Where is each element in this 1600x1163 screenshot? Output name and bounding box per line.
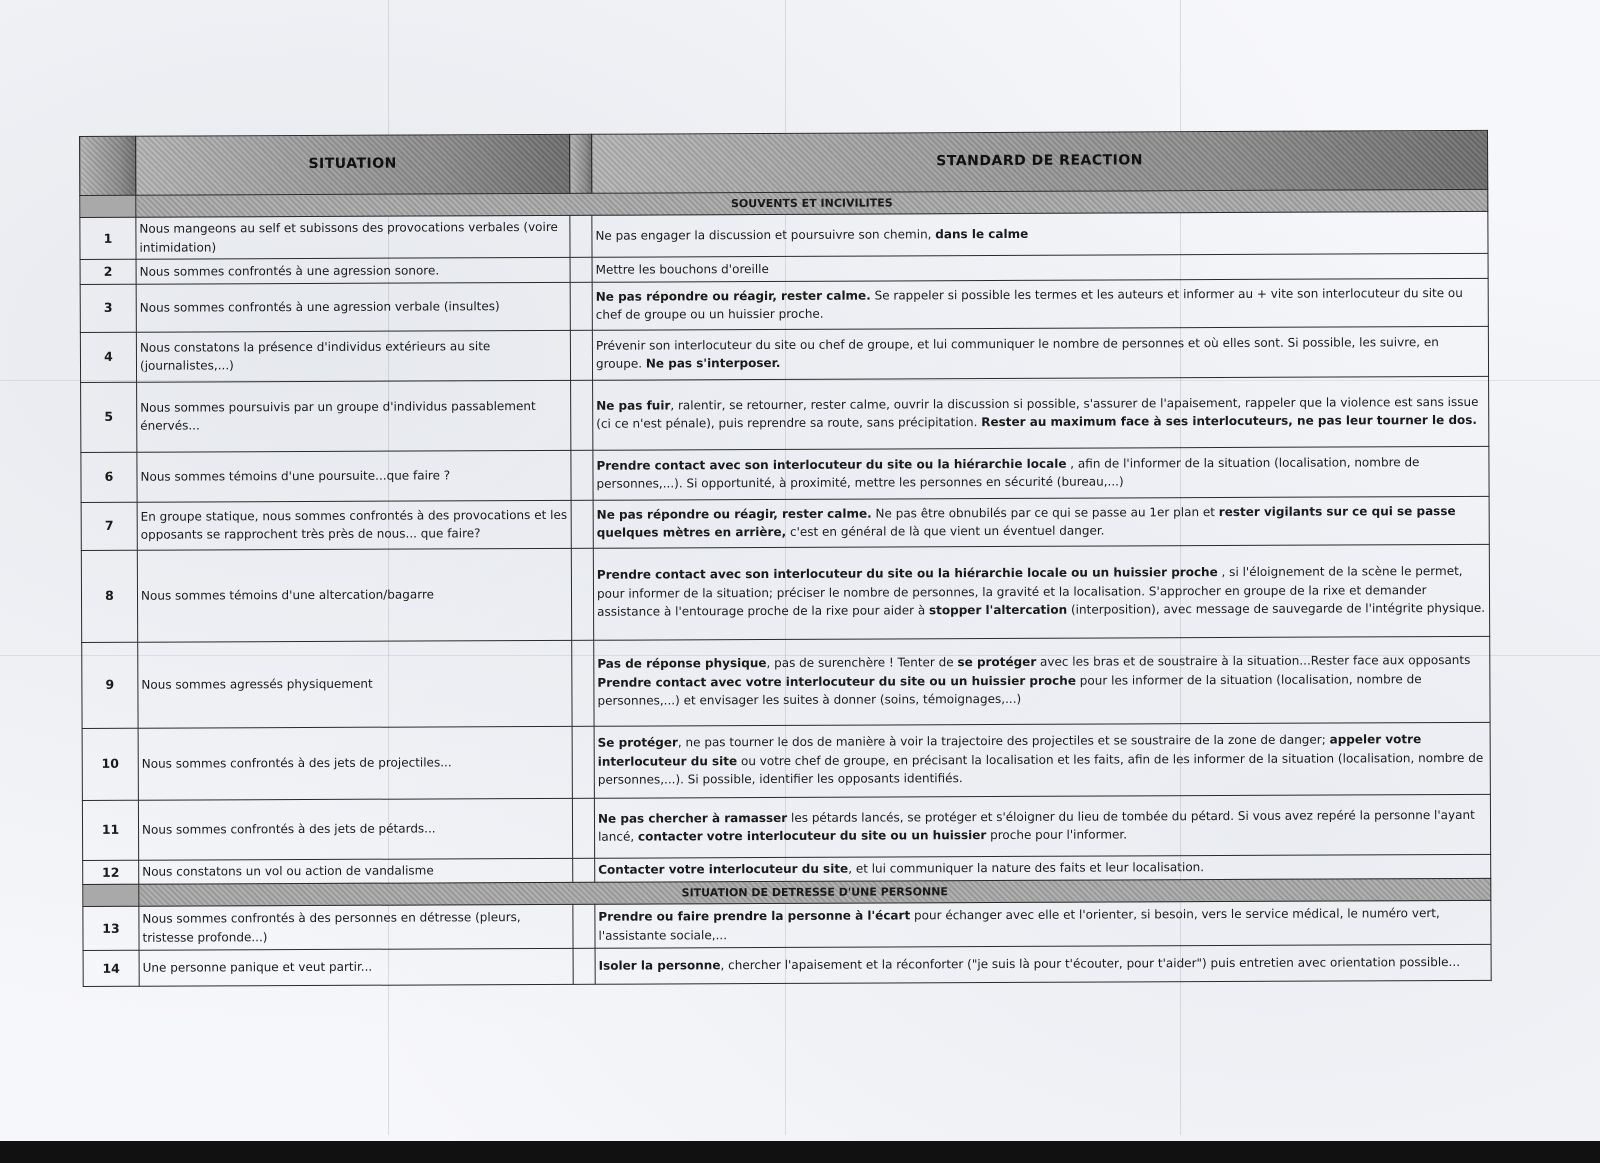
standard-cell <box>592 278 1488 330</box>
table-body <box>80 189 1491 986</box>
spacer-cell <box>572 726 594 798</box>
standard-cell <box>593 446 1489 500</box>
section-number-cell <box>83 884 139 906</box>
row-number: 4 <box>80 332 136 382</box>
standard-emphasis: Prendre ou faire prendre la personne à l'écart <box>598 908 911 924</box>
standard-emphasis: Contacter votre interlocuteur du site <box>598 861 849 877</box>
reaction-standards-table <box>79 130 1492 987</box>
situation-cell: Nous sommes confrontés à des jets de projectiles... <box>138 726 572 800</box>
situation-cell: Nous sommes poursuivis par un groupe d'individus passablement énervés... <box>137 380 571 452</box>
standard-emphasis: Pas de réponse physique <box>597 656 767 671</box>
spacer-cell <box>571 380 593 450</box>
standard-text: , et lui communiquer la nature des faits et leur localisation. <box>848 860 1205 876</box>
standard-emphasis: Ne pas s'interposer. <box>645 356 781 371</box>
situation-cell: Nous constatons un vol ou action de vandalisme <box>139 858 573 884</box>
situation-cell: Nous sommes confrontés à une agression verbale (insultes) <box>136 282 570 332</box>
standard-text: , afin de l'informer de la situation (localisation, nombre de personnes,...). Si opportunité, à proximité, mettre les personnes en sécurité (bureau,...) <box>596 454 1420 491</box>
spacer-cell <box>573 858 595 882</box>
row-number: 12 <box>83 860 139 885</box>
table-header-row <box>80 130 1488 195</box>
standard-text: Ne pas engager la discussion et poursuivre son chemin, <box>595 227 936 244</box>
table-row <box>82 636 1490 728</box>
standard-text: (interposition), avec message de sauvegarde de l'intégrite physique. <box>1067 601 1486 618</box>
standard-text: ou votre chef de groupe, en précisant la localisation et les faits, afin de les informer de la situation (localisation, nombre de personnes,...). Si possible, identifier les opposants identifiés. <box>597 750 1484 788</box>
row-number: 2 <box>80 259 136 284</box>
situation-cell: Nous sommes agressés physiquement <box>138 640 572 728</box>
situation-cell: Nous constatons la présence d'individus extérieurs au site (journalistes,...) <box>136 330 570 382</box>
standard-text: , chercher l'apaisement et la réconforter ("je suis là pour t'écouter, pour t'aider") puis entretien avec orientation possible... <box>720 955 1461 973</box>
standard-cell <box>594 794 1490 858</box>
standard-text: avec les bras et de soustraire à la situation...Rester face aux opposants <box>1036 653 1471 670</box>
section-title: SITUATION DE DETRESSE D'UNE PERSONNE <box>139 878 1491 906</box>
standard-text: les pétards lancés, se protéger et s'éloigner du lieu de tombée du pétard. Si vous avez repéré la personne l'ayant lancé, <box>598 807 1475 844</box>
spacer-cell <box>573 904 595 948</box>
spacer-cell <box>571 500 593 548</box>
standard-cell <box>592 211 1488 257</box>
section-number-cell <box>80 195 136 217</box>
spacer-cell <box>570 215 592 257</box>
standard-emphasis: Prendre contact avec son interlocuteur du site ou la hiérarchie locale ou un huissier proche <box>596 565 1218 582</box>
row-number: 9 <box>82 642 138 728</box>
row-number: 6 <box>81 452 137 502</box>
standard-emphasis: Isoler la personne <box>598 958 721 973</box>
standard-text: proche pour l'informer. <box>986 827 1128 843</box>
header-standard: STANDARD DE REACTION <box>591 130 1487 193</box>
table-row <box>81 446 1489 502</box>
situation-cell: Nous sommes témoins d'une altercation/bagarre <box>137 548 571 642</box>
standard-text: Ne pas être obnubilés par ce qui se passe au 1er plan et <box>871 504 1219 521</box>
table-row <box>82 722 1490 800</box>
table-row <box>81 496 1489 550</box>
situation-cell: En groupe statique, nous sommes confrontés à des provocations et les opposants se rapprochent très près de nous... que faire? <box>137 500 571 550</box>
standard-emphasis: appeler votre interlocuteur du site <box>597 732 1422 769</box>
standard-emphasis: Rester au maximum face à ses interlocuteurs, ne pas leur tourner le dos. <box>981 413 1478 430</box>
standard-cell <box>595 944 1491 984</box>
section-title: SOUVENTS ET INCIVILITES <box>136 189 1488 217</box>
standard-cell <box>594 722 1490 798</box>
standard-text: , pas de surenchère ! Tenter de <box>766 655 958 671</box>
standard-text: c'est en général de là que vient un éventuel danger. <box>786 523 1105 540</box>
standard-text: , ne pas tourner le dos de manière à voir la trajectoire des projectiles et se soustraire de la zone de danger; <box>677 732 1330 750</box>
row-number: 5 <box>81 382 137 452</box>
table-row <box>81 544 1489 642</box>
standard-cell <box>592 326 1488 380</box>
spacer-cell <box>572 798 594 858</box>
standard-emphasis: Ne pas répondre ou réagir, rester calme. <box>595 288 871 304</box>
table-row <box>80 211 1488 259</box>
table-row <box>83 900 1491 950</box>
situation-cell: Nous mangeons au self et subissons des provocations verbales (voire intimidation) <box>136 215 570 259</box>
standard-cell <box>593 496 1489 548</box>
row-number: 1 <box>80 217 136 259</box>
standard-emphasis: Prendre contact avec son interlocuteur du site ou la hiérarchie locale <box>596 456 1067 473</box>
standard-emphasis: Ne pas chercher à ramasser <box>597 810 788 826</box>
situation-cell: Nous sommes confrontés à des personnes en détresse (pleurs, tristesse profonde...) <box>139 904 573 950</box>
standard-emphasis: contacter votre interlocuteur du site ou un huissier <box>637 828 987 844</box>
row-number: 8 <box>81 550 137 642</box>
standard-text: , ralentir, se retourner, rester calme, ouvrir la discussion si possible, s'assurer de l'apaisement, rappeler que la violence est sans issue (ci ce n'est pénale), puis reprendre sa route, sans précipitation. <box>596 394 1479 431</box>
standard-text: Mettre les bouchons d'oreille <box>595 261 769 277</box>
table-row <box>81 376 1489 452</box>
table-row <box>83 944 1491 986</box>
standard-text: pour les informer de la situation (localisation, nombre de personnes,...) et envisager les suites à donner (soins, témoignages,...) <box>597 671 1422 709</box>
spacer-cell <box>570 257 592 281</box>
table-row <box>82 794 1490 860</box>
header-number-cell <box>80 136 136 195</box>
situation-cell: Une personne panique et veut partir... <box>139 948 573 986</box>
standard-emphasis: se protéger <box>957 655 1037 670</box>
standard-cell <box>593 376 1489 450</box>
table-row <box>80 278 1488 332</box>
spacer-cell <box>571 450 593 500</box>
row-number: 14 <box>83 950 139 986</box>
spacer-cell <box>573 948 595 984</box>
standard-text: pour échanger avec elle et l'orienter, si besoin, vers le service médical, le numéro vert, l'assistante sociale,... <box>598 906 1440 943</box>
standard-emphasis: Ne pas répondre ou réagir, rester calme. <box>596 506 872 522</box>
row-number: 13 <box>83 906 139 950</box>
standard-emphasis: stopper l'altercation <box>928 603 1068 618</box>
standard-text: Se rappeler si possible les termes et les auteurs et informer au + vite son interlocuteur du site ou chef de groupe ou un huissier proche. <box>595 285 1463 322</box>
row-number: 3 <box>80 284 136 332</box>
row-number: 11 <box>82 800 138 860</box>
standard-cell <box>594 636 1490 726</box>
standard-emphasis: Ne pas fuir <box>596 397 671 413</box>
row-number: 10 <box>82 728 138 800</box>
spacer-cell <box>570 282 592 330</box>
situation-cell: Nous sommes confrontés à une agression sonore. <box>136 258 570 284</box>
situation-cell: Nous sommes confrontés à des jets de pétards... <box>138 798 572 860</box>
standard-text: , si l'éloignement de la scène le permet, pour informer de la situation; préciser le nombre de personnes, la gravité et la localisation. S'approcher en groupe de la rixe et demander assistance à l'entourage proche de la rixe pour aider à <box>596 564 1463 620</box>
standard-emphasis: dans le calme <box>935 227 1029 242</box>
standard-emphasis: Prendre contact avec votre interlocuteur du site ou un huissier proche <box>597 673 1076 690</box>
standard-emphasis: rester vigilants sur ce qui se passe quelques mètres en arrière, <box>596 503 1456 540</box>
standard-emphasis: Se protéger <box>597 735 678 750</box>
row-number: 7 <box>81 502 137 550</box>
standard-cell <box>593 544 1489 640</box>
spacer-cell <box>570 330 592 380</box>
situation-cell: Nous sommes témoins d'une poursuite...que faire ? <box>137 450 571 502</box>
scanner-edge <box>0 1141 1600 1163</box>
standard-cell <box>595 900 1491 948</box>
header-situation: SITUATION <box>136 134 570 195</box>
header-spacer <box>569 134 591 193</box>
table-row <box>80 326 1488 382</box>
spacer-cell <box>572 640 594 726</box>
spacer-cell <box>571 548 593 640</box>
standard-text: Prévenir son interlocuteur du site ou chef de groupe, et lui communiquer le nombre de personnes et où elles sont. Si possible, les suivre, en groupe. <box>595 334 1439 371</box>
